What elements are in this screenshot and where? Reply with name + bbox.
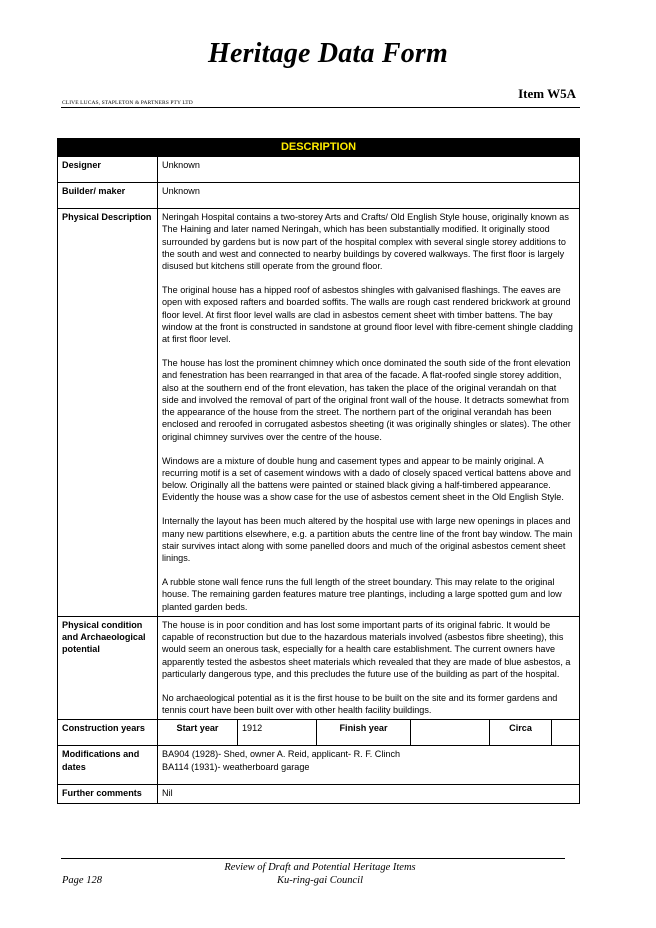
builder-label: Builder/ maker (58, 183, 158, 209)
designer-row (58, 157, 580, 183)
condition-text (158, 616, 580, 720)
physical-description-text (158, 209, 580, 617)
finish-year-label: Finish year (317, 720, 411, 746)
footer-line-council: Ku-ring-gai Council (276, 875, 364, 886)
heritage-data-table (57, 138, 580, 804)
modifications-label: Modifications and dates (58, 746, 158, 785)
firm-name: CLIVE LUCAS, STAPLETON & PARTNERS PTY LTD (62, 100, 193, 106)
footer-line-review: Review of Draft and Potential Heritage Items (224, 862, 416, 873)
comments-value: Nil (158, 785, 580, 803)
construction-years-label: Construction years (58, 720, 158, 746)
item-number: Item W5A (518, 86, 576, 101)
designer-label: Designer (58, 157, 158, 183)
modification-line: BA114 (1931)- weatherboard garage (162, 761, 310, 772)
modifications-row (58, 746, 580, 785)
description-paragraph: A rubble stone wall fence runs the full length of the street boundary. This may relate to the original house. The remaining garden features mature tree plantings, including a large spotted gum and low planted garden beds. (162, 576, 562, 612)
finish-year-value (411, 720, 490, 746)
header-rule (61, 107, 580, 108)
designer-value: Unknown (158, 157, 580, 183)
page-number: Page 128 (62, 875, 102, 886)
description-paragraph: Internally the layout has been much altered by the hospital use with large new openings in places and many new partitions elsewhere, e.g. a partition abuts the centre line of the front bay window. The main stair survives intact along with some panelled doors and much of the original asbestos cement sheet linings. (162, 516, 573, 564)
section-header-row (58, 139, 580, 157)
comments-row (58, 785, 580, 803)
comments-label: Further comments (58, 785, 158, 803)
modifications-text (158, 746, 580, 785)
circa-label: Circa (490, 720, 552, 746)
circa-value (552, 720, 580, 746)
start-year-value: 1912 (238, 720, 317, 746)
builder-row (58, 183, 580, 209)
modification-line: BA904 (1928)- Shed, owner A. Reid, applicant- R. F. Clinch (162, 749, 401, 760)
description-paragraph: Neringah Hospital contains a two-storey Arts and Crafts/ Old English Style house, originally known as The Haining and later named Neringah, which has been substantially modified. It originally stood surrounded by gardens but is now part of the hospital complex with several single storey additions to the south and west and connected to nearby buildings by covered walkways. The first floor is largely disused but kitchens still operate from the ground floor. (162, 212, 569, 272)
section-title: DESCRIPTION (58, 139, 580, 157)
start-year-label: Start year (158, 720, 238, 746)
condition-label: Physical condition and Archaeological potential (58, 616, 158, 720)
physical-description-label: Physical Description (58, 209, 158, 617)
builder-value: Unknown (158, 183, 580, 209)
condition-paragraph: No archaeological potential as it is the first house to be built on the site and its former gardens and tennis court have been built over with other health facility buildings. (162, 692, 558, 716)
condition-row (58, 616, 580, 720)
footer-rule (61, 858, 565, 859)
condition-paragraph: The house is in poor condition and has lost some important parts of its original fabric. It would be capable of reconstruction but due to the hazardous materials involved (asbestos fibre sheeting), this would seem an onerous task, especially for a health care establishment. The current owners have apparently tested the asbestos sheet materials which revealed that they are made of blue asbestos, a particularly dangerous type, and this precludes the future use of the building as part of the hospital. (162, 619, 571, 679)
physical-description-row (58, 209, 580, 617)
document-title: Heritage Data Form (207, 38, 449, 69)
construction-years-row (58, 720, 580, 746)
description-paragraph: Windows are a mixture of double hung and casement types and appear to be mainly original. A recurring motif is a set of casement windows with a dado of closely spaced vertical battens above and below. Originally all the battens were painted or stained black giving a half-timbered appearance. Evidently the house was a show case for the use of asbestos cement sheet in the Old English Style. (162, 455, 571, 503)
description-paragraph: The house has lost the prominent chimney which once dominated the south side of the front elevation and fenestration has been rearranged in that area of the facade. A flat-roofed single storey addition, also at the southern end of the front elevation, has taken the place of the original verandah on that side and involved the removal of part of the original front wall of the house. It detracts somewhat from the appearance of the house from the street. The northern part of the original verandah has been enclosed and reroofed in corrugated asbestos sheeting (it was originally shingles or slates). The other original chimney survives over the centre of the house. (162, 357, 571, 442)
description-paragraph: The original house has a hipped roof of asbestos shingles with galvanised flashings. The eaves are open with exposed rafters and boarded soffits. The walls are rough cast rendered brickwork at ground floor level. At first floor level walls are clad in asbestos cement sheet with timber battens. The bay window at the front is constructed in sandstone at ground floor level with fibre-cement shingle cladding at first floor level. (162, 284, 573, 345)
